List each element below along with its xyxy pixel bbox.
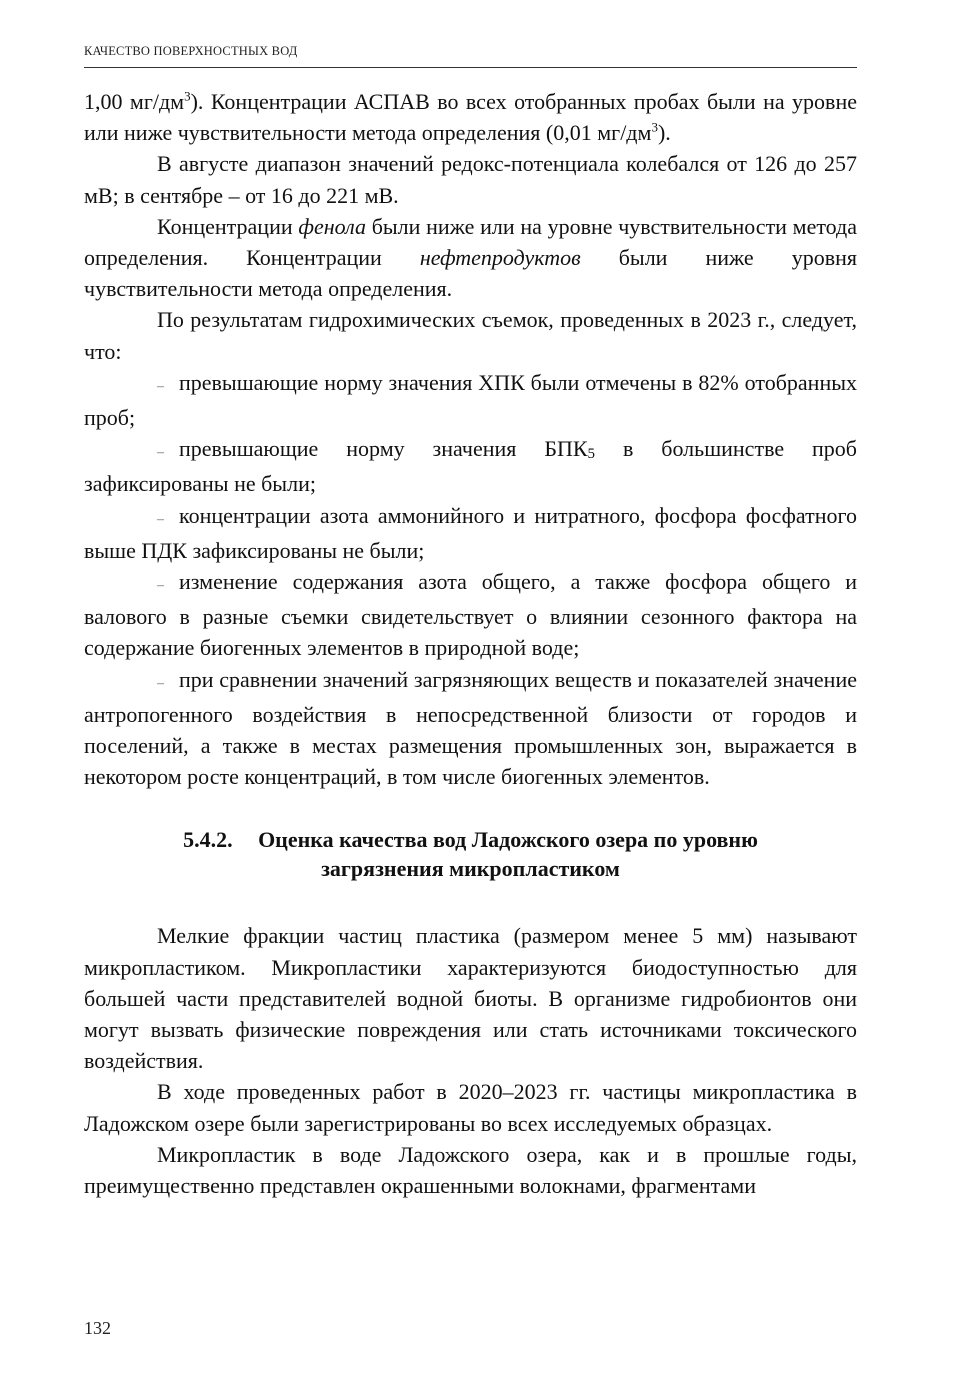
running-header: КАЧЕСТВО ПОВЕРХНОСТНЫХ ВОД <box>84 44 857 68</box>
italic-term: нефтепродуктов <box>419 245 581 271</box>
list-item-text: при сравнении значений загрязняющих веществ и показателей значение антропогенного воздействия в непосредственной близости от городов и поселений, а также в местах размещения промышленных зон, выражается в некотором росте концентраций, в том числе биогенных элементов. <box>84 666 857 790</box>
superscript: 3 <box>184 88 191 104</box>
section-title-line-1: Оценка качества вод Ладожского озера по уровню <box>258 827 758 853</box>
list-item <box>84 664 857 793</box>
list-item-text: концентрации азота аммонийного и нитратного, фосфора фосфатного выше ПДК зафиксированы не были; <box>84 502 857 563</box>
list-dash: – <box>157 578 164 594</box>
text-run: были ниже уровня чувствительности метода определения. <box>84 245 858 302</box>
paragraph: По результатам гидрохимических съемок, проведенных в 2023 г., следует, что: <box>84 307 857 364</box>
text-run: 1,00 мг/дм <box>84 89 185 114</box>
section-heading <box>84 825 857 883</box>
section-title-line-2: загрязнения микропластиком <box>321 856 620 882</box>
list-item <box>84 500 857 566</box>
list-item-text: в большинстве проб зафиксированы не были; <box>84 436 857 497</box>
paragraph: В августе диапазон значений редокс-потенциала колебался от 126 до 257 мВ; в сентябре – от 16 до 221 мВ. <box>84 151 857 208</box>
list-item-text: превышающие норму значения ХПК были отмечены в 82% отобранных проб; <box>84 369 857 431</box>
text-run: Концентрации <box>157 213 299 239</box>
list-item <box>84 566 857 664</box>
text-run: были ниже или на уровне чувствительности метода определения. Концентрации <box>84 213 858 271</box>
paragraph <box>84 211 857 305</box>
paragraph: Мелкие фракции частиц пластика (размером менее 5 мм) называют микропластиком. Микропластики характеризуются биодоступностью для большей части представителей водной биоты. В организме гидробионтов они могут вызвать физические повреждения или стать источниками токсического воздействия. <box>84 923 857 1074</box>
italic-term: фенола <box>298 213 366 239</box>
page-number: 132 <box>84 1318 111 1338</box>
paragraph: Микропластик в воде Ладожского озера, как и в прошлые годы, преимущественно представлен окрашенными волокнами, фрагментами <box>84 1141 857 1199</box>
list-dash: – <box>157 675 164 691</box>
text-run: ). Концентрации АСПАВ во всех отобранных пробах были на уровне или ниже чувствительности метода определения (0,01 мг/дм <box>84 89 857 146</box>
text-run: ). <box>657 120 671 146</box>
list-dash: – <box>157 378 164 394</box>
list-dash: – <box>157 511 164 527</box>
section-heading-line-1 <box>84 825 857 854</box>
list-item <box>84 367 857 433</box>
list-item-text: превышающие норму значения БПК <box>179 436 588 462</box>
paragraph <box>84 86 857 148</box>
list-item <box>84 433 857 499</box>
list-item-text: изменение содержания азота общего, а также фосфора общего и валового в разные съемки свидетельствует о влиянии сезонного фактора на содержание биогенных элементов в природной воде; <box>84 569 857 661</box>
section-number: 5.4.2. <box>183 827 233 853</box>
superscript: 3 <box>651 119 658 135</box>
list-dash: – <box>157 445 164 461</box>
paragraph: В ходе проведенных работ в 2020–2023 гг. частицы микропластика в Ладожском озере были зарегистрированы во всех исследуемых образцах. <box>84 1079 857 1136</box>
subscript: 5 <box>587 446 596 463</box>
document-body <box>84 86 857 1201</box>
